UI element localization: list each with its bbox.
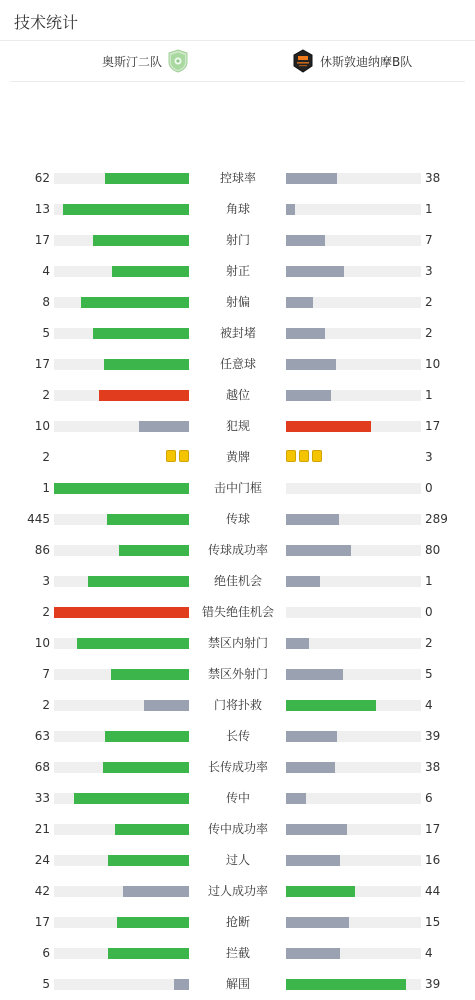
home-bar-track [54, 514, 189, 525]
stat-row [0, 535, 475, 566]
home-yellow-cards [166, 450, 189, 464]
away-value: 2 [425, 636, 433, 650]
home-value: 63 [34, 729, 50, 743]
away-value: 0 [425, 481, 433, 495]
stat-label: 长传成功率 [207, 760, 268, 774]
stat-label: 传球成功率 [207, 543, 268, 557]
away-bar-track [286, 421, 421, 432]
away-bar-track [286, 576, 421, 587]
stat-row [0, 411, 475, 442]
home-bar-track [54, 731, 189, 742]
home-value: 24 [34, 853, 50, 867]
stat-row [0, 969, 475, 1000]
away-bar-track [286, 607, 421, 618]
stat-row [0, 442, 475, 473]
home-bar-fill [103, 762, 189, 773]
yellow-card-icon [299, 450, 309, 462]
home-value: 7 [42, 667, 50, 681]
home-value: 10 [34, 419, 50, 433]
home-bar-fill [104, 359, 189, 370]
home-value: 4 [42, 264, 50, 278]
away-bar-track [286, 328, 421, 339]
home-value: 5 [42, 977, 50, 991]
away-yellow-cards [286, 450, 322, 464]
stat-row [0, 845, 475, 876]
home-bar-fill [112, 266, 189, 277]
stat-row [0, 659, 475, 690]
home-bar-track [54, 173, 189, 184]
away-bar-fill [286, 235, 325, 246]
stat-label: 传中 [225, 791, 250, 805]
home-value: 1 [42, 481, 50, 495]
away-bar-fill [286, 855, 340, 866]
away-value: 4 [425, 946, 433, 960]
home-team-name: 奥斯汀二队 [102, 54, 163, 69]
stat-row [0, 752, 475, 783]
away-bar-fill [286, 297, 313, 308]
away-value: 0 [425, 605, 433, 619]
header [0, 0, 475, 41]
home-bar-fill [93, 328, 189, 339]
away-bar-fill [286, 886, 355, 897]
away-value: 10 [425, 357, 441, 371]
away-bar-track [286, 483, 421, 494]
home-bar-track [54, 607, 189, 618]
away-bar-track [286, 948, 421, 959]
away-bar-track [286, 266, 421, 277]
home-bar-track [54, 886, 189, 897]
away-bar-fill [286, 514, 339, 525]
home-value: 8 [42, 295, 50, 309]
stat-label: 任意球 [219, 357, 256, 371]
stat-label: 绝佳机会 [213, 574, 262, 588]
stat-label: 角球 [225, 202, 250, 216]
stat-label: 传球 [225, 512, 250, 526]
stat-row [0, 194, 475, 225]
stat-label: 射偏 [225, 295, 250, 309]
away-team-name: 休斯敦迪纳摩B队 [320, 54, 413, 69]
stat-label: 门将扑救 [213, 698, 262, 712]
away-bar-fill [286, 638, 309, 649]
stat-row [0, 597, 475, 628]
home-bar-fill [93, 235, 189, 246]
yellow-card-icon [286, 450, 296, 462]
stat-row [0, 504, 475, 535]
home-value: 10 [34, 636, 50, 650]
away-value: 38 [425, 760, 441, 774]
stat-row [0, 256, 475, 287]
home-bar-track [54, 979, 189, 990]
stat-row [0, 566, 475, 597]
away-bar-fill [286, 824, 347, 835]
away-team-badge-icon [292, 49, 314, 73]
away-value: 80 [425, 543, 441, 557]
yellow-card-icon [166, 450, 176, 462]
home-value: 13 [34, 202, 50, 216]
away-bar-fill [286, 731, 337, 742]
home-bar-fill [99, 390, 189, 401]
stat-label: 越位 [225, 388, 250, 402]
away-bar-track [286, 638, 421, 649]
home-bar-track [54, 328, 189, 339]
home-bar-track [54, 421, 189, 432]
home-bar-fill [108, 948, 189, 959]
away-bar-fill [286, 359, 336, 370]
stat-label: 控球率 [219, 171, 256, 185]
away-bar-track [286, 235, 421, 246]
home-value: 33 [34, 791, 50, 805]
stat-label: 犯规 [225, 419, 250, 433]
stat-row [0, 907, 475, 938]
away-bar-fill [286, 576, 320, 587]
stat-label: 禁区内射门 [207, 636, 268, 650]
home-value: 62 [34, 171, 50, 185]
stat-row [0, 938, 475, 969]
home-bar-fill [107, 514, 189, 525]
away-bar-fill [286, 948, 340, 959]
away-value: 16 [425, 853, 441, 867]
home-value: 445 [27, 512, 50, 526]
stat-row [0, 628, 475, 659]
stat-label: 禁区外射门 [207, 667, 268, 681]
yellow-card-icon [179, 450, 189, 462]
home-bar-fill [139, 421, 189, 432]
home-value: 42 [34, 884, 50, 898]
home-bar-fill [105, 173, 189, 184]
home-team-badge-icon [168, 49, 188, 73]
stat-row [0, 349, 475, 380]
away-bar-fill [286, 669, 343, 680]
home-bar-track [54, 545, 189, 556]
home-value: 2 [42, 388, 50, 402]
away-bar-fill [286, 173, 337, 184]
away-value: 1 [425, 388, 433, 402]
home-bar-fill [54, 607, 189, 618]
away-bar-track [286, 514, 421, 525]
home-bar-fill [123, 886, 189, 897]
home-value: 2 [42, 698, 50, 712]
home-value: 17 [34, 357, 50, 371]
home-value: 2 [42, 450, 50, 464]
home-bar-track [54, 793, 189, 804]
home-bar-fill [74, 793, 189, 804]
away-bar-track [286, 204, 421, 215]
stat-label: 解围 [225, 977, 250, 991]
home-bar-track [54, 266, 189, 277]
away-bar-fill [286, 793, 306, 804]
away-value: 39 [425, 977, 441, 991]
home-bar-fill [111, 669, 189, 680]
away-bar-track [286, 886, 421, 897]
home-bar-fill [105, 731, 189, 742]
away-bar-track [286, 731, 421, 742]
away-value: 44 [425, 884, 441, 898]
away-value: 1 [425, 574, 433, 588]
away-bar-fill [286, 421, 371, 432]
stat-row [0, 783, 475, 814]
home-value: 5 [42, 326, 50, 340]
stat-label: 射门 [225, 233, 250, 247]
away-bar-track [286, 669, 421, 680]
stat-label: 射正 [225, 264, 250, 278]
home-bar-track [54, 700, 189, 711]
away-bar-track [286, 824, 421, 835]
home-value: 17 [34, 915, 50, 929]
home-bar-track [54, 390, 189, 401]
home-bar-fill [77, 638, 189, 649]
away-bar-track [286, 297, 421, 308]
home-bar-fill [88, 576, 189, 587]
away-bar-fill [286, 700, 376, 711]
home-bar-track [54, 204, 189, 215]
stat-row [0, 380, 475, 411]
home-value: 68 [34, 760, 50, 774]
stat-label: 黄牌 [225, 450, 250, 464]
away-bar-track [286, 390, 421, 401]
away-value: 7 [425, 233, 433, 247]
home-value: 2 [42, 605, 50, 619]
away-bar-track [286, 979, 421, 990]
home-value: 86 [34, 543, 50, 557]
away-bar-fill [286, 979, 406, 990]
stat-row [0, 690, 475, 721]
home-bar-track [54, 824, 189, 835]
home-bar-fill [174, 979, 189, 990]
away-value: 17 [425, 822, 441, 836]
away-bar-track [286, 545, 421, 556]
away-bar-fill [286, 545, 351, 556]
away-bar-track [286, 173, 421, 184]
stat-row [0, 318, 475, 349]
stat-label: 过人 [225, 853, 250, 867]
stat-row [0, 814, 475, 845]
yellow-card-icon [312, 450, 322, 462]
home-bar-track [54, 576, 189, 587]
stat-label: 抢断 [225, 915, 250, 929]
away-bar-track [286, 855, 421, 866]
stat-row [0, 876, 475, 907]
away-value: 2 [425, 326, 433, 340]
stat-label: 击中门框 [213, 481, 262, 495]
home-bar-track [54, 948, 189, 959]
teams-header [10, 41, 465, 82]
home-bar-track [54, 235, 189, 246]
away-team[interactable] [292, 49, 412, 73]
home-bar-track [54, 762, 189, 773]
home-bar-fill [144, 700, 189, 711]
away-bar-track [286, 359, 421, 370]
away-value: 17 [425, 419, 441, 433]
stat-label: 被封堵 [219, 326, 256, 340]
page-title: 技术统计 [14, 13, 79, 32]
away-value: 4 [425, 698, 433, 712]
away-value: 289 [425, 512, 448, 526]
stat-label: 拦截 [225, 946, 250, 960]
away-bar-fill [286, 390, 331, 401]
stat-row [0, 225, 475, 256]
away-value: 39 [425, 729, 441, 743]
home-bar-track [54, 297, 189, 308]
stat-label: 错失绝佳机会 [201, 605, 274, 619]
away-bar-fill [286, 204, 295, 215]
home-bar-track [54, 359, 189, 370]
home-value: 6 [42, 946, 50, 960]
home-value: 3 [42, 574, 50, 588]
away-value: 15 [425, 915, 441, 929]
stat-label: 长传 [225, 729, 250, 743]
away-value: 38 [425, 171, 441, 185]
away-bar-track [286, 762, 421, 773]
home-bar-fill [63, 204, 189, 215]
away-bar-fill [286, 762, 335, 773]
away-value: 1 [425, 202, 433, 216]
home-bar-fill [54, 483, 189, 494]
home-value: 21 [34, 822, 50, 836]
stat-row [0, 163, 475, 194]
home-bar-track [54, 638, 189, 649]
home-bar-fill [115, 824, 189, 835]
away-value: 5 [425, 667, 433, 681]
home-bar-track [54, 855, 189, 866]
away-value: 2 [425, 295, 433, 309]
away-bar-track [286, 793, 421, 804]
away-bar-fill [286, 266, 344, 277]
home-bar-fill [108, 855, 189, 866]
away-value: 3 [425, 264, 433, 278]
stat-label: 过人成功率 [207, 884, 268, 898]
away-value: 3 [425, 450, 433, 464]
home-bar-fill [119, 545, 189, 556]
stat-label: 传中成功率 [207, 822, 268, 836]
stat-row [0, 287, 475, 318]
home-bar-track [54, 483, 189, 494]
home-bar-track [54, 669, 189, 680]
home-team[interactable] [102, 49, 188, 73]
away-bar-track [286, 700, 421, 711]
home-bar-fill [81, 297, 189, 308]
away-bar-fill [286, 328, 325, 339]
away-value: 6 [425, 791, 433, 805]
stat-row [0, 473, 475, 504]
home-value: 17 [34, 233, 50, 247]
stat-row [0, 721, 475, 752]
